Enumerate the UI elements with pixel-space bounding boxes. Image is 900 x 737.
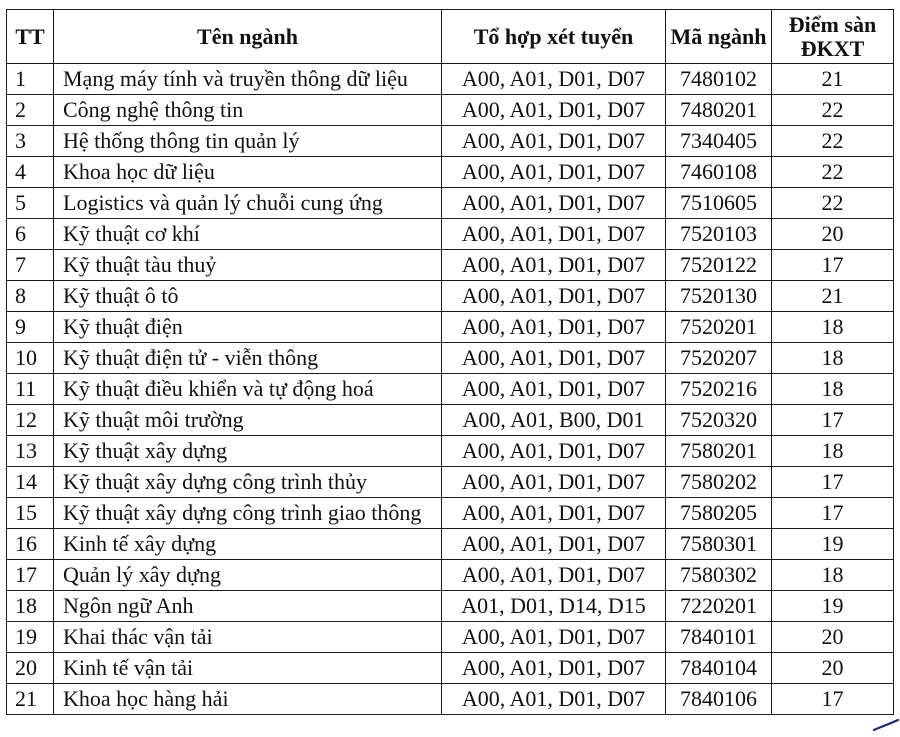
cell-major-code: 7580302: [666, 560, 772, 591]
cell-major-code: 7520130: [666, 281, 772, 312]
cell-major-name: Kinh tế vận tải: [54, 653, 442, 684]
cell-subject-combo: A00, A01, D01, D07: [442, 281, 666, 312]
table-row: [7, 250, 894, 281]
cell-major-name: Công nghệ thông tin: [54, 95, 442, 126]
cell-tt: 16: [7, 529, 54, 560]
table-row: [7, 126, 894, 157]
cell-subject-combo: A00, A01, D01, D07: [442, 529, 666, 560]
cell-major-name: Khai thác vận tải: [54, 622, 442, 653]
cell-tt: 10: [7, 343, 54, 374]
table-row: [7, 622, 894, 653]
cell-tt: 20: [7, 653, 54, 684]
cell-major-code: 7460108: [666, 157, 772, 188]
cell-subject-combo: A00, A01, D01, D07: [442, 157, 666, 188]
cell-subject-combo: A00, A01, D01, D07: [442, 467, 666, 498]
cell-subject-combo: A00, A01, D01, D07: [442, 64, 666, 95]
cell-tt: 15: [7, 498, 54, 529]
table-row: [7, 467, 894, 498]
cell-min-score: 18: [772, 374, 894, 405]
cell-tt: 21: [7, 684, 54, 715]
cell-major-code: 7520122: [666, 250, 772, 281]
header-code: Mã ngành: [666, 10, 772, 64]
table-row: [7, 95, 894, 126]
cell-major-code: 7520216: [666, 374, 772, 405]
header-row: [7, 10, 894, 64]
cell-major-name: Kỹ thuật xây dựng công trình giao thông: [54, 498, 442, 529]
cell-tt: 14: [7, 467, 54, 498]
cell-min-score: 21: [772, 281, 894, 312]
table-row: [7, 281, 894, 312]
cell-major-name: Hệ thống thông tin quản lý: [54, 126, 442, 157]
cell-tt: 6: [7, 219, 54, 250]
cell-tt: 18: [7, 591, 54, 622]
cell-min-score: 17: [772, 498, 894, 529]
cell-min-score: 22: [772, 126, 894, 157]
table-row: [7, 591, 894, 622]
cell-major-name: Quản lý xây dựng: [54, 560, 442, 591]
cell-major-name: Kỹ thuật tàu thuỷ: [54, 250, 442, 281]
table-row: [7, 405, 894, 436]
cell-subject-combo: A00, A01, D01, D07: [442, 219, 666, 250]
cell-min-score: 17: [772, 684, 894, 715]
cell-min-score: 17: [772, 405, 894, 436]
cell-major-code: 7520103: [666, 219, 772, 250]
cell-tt: 2: [7, 95, 54, 126]
cell-subject-combo: A00, A01, D01, D07: [442, 188, 666, 219]
cell-major-code: 7580301: [666, 529, 772, 560]
header-score-line1: Điểm sàn: [788, 12, 877, 38]
cell-major-code: 7520201: [666, 312, 772, 343]
cell-tt: 3: [7, 126, 54, 157]
cell-major-name: Kỹ thuật điều khiển và tự động hoá: [54, 374, 442, 405]
cell-major-code: 7580201: [666, 436, 772, 467]
cell-subject-combo: A00, A01, D01, D07: [442, 653, 666, 684]
cell-major-code: 7520207: [666, 343, 772, 374]
cell-major-code: 7480201: [666, 95, 772, 126]
cell-subject-combo: A00, A01, D01, D07: [442, 126, 666, 157]
cell-major-name: Kỹ thuật ô tô: [54, 281, 442, 312]
cell-tt: 7: [7, 250, 54, 281]
cell-min-score: 18: [772, 343, 894, 374]
admission-score-table: [6, 9, 894, 715]
cell-tt: 12: [7, 405, 54, 436]
table-row: [7, 64, 894, 95]
cell-tt: 4: [7, 157, 54, 188]
cell-subject-combo: A00, A01, D01, D07: [442, 312, 666, 343]
table-row: [7, 374, 894, 405]
cell-subject-combo: A00, A01, D01, D07: [442, 498, 666, 529]
cell-major-code: 7840101: [666, 622, 772, 653]
cell-subject-combo: A00, A01, D01, D07: [442, 684, 666, 715]
cell-major-code: 7220201: [666, 591, 772, 622]
cell-subject-combo: A00, A01, D01, D07: [442, 343, 666, 374]
cell-tt: 17: [7, 560, 54, 591]
cell-min-score: 17: [772, 250, 894, 281]
cell-major-code: 7840104: [666, 653, 772, 684]
header-score: [772, 10, 894, 64]
cell-tt: 11: [7, 374, 54, 405]
cell-major-name: Kỹ thuật cơ khí: [54, 219, 442, 250]
table-row: [7, 498, 894, 529]
header-name: Tên ngành: [54, 10, 442, 64]
cell-min-score: 17: [772, 467, 894, 498]
cell-major-name: Kinh tế xây dựng: [54, 529, 442, 560]
table-row: [7, 157, 894, 188]
cell-major-name: Logistics và quản lý chuỗi cung ứng: [54, 188, 442, 219]
cell-tt: 5: [7, 188, 54, 219]
cell-major-name: Kỹ thuật xây dựng công trình thủy: [54, 467, 442, 498]
cell-min-score: 20: [772, 653, 894, 684]
cell-subject-combo: A00, A01, D01, D07: [442, 95, 666, 126]
cell-tt: 9: [7, 312, 54, 343]
cell-subject-combo: A00, A01, D01, D07: [442, 436, 666, 467]
header-tt: TT: [7, 10, 54, 64]
cell-major-name: Kỹ thuật điện: [54, 312, 442, 343]
table-row: [7, 219, 894, 250]
cell-major-name: Khoa học hàng hải: [54, 684, 442, 715]
cell-major-code: 7480102: [666, 64, 772, 95]
table-row: [7, 188, 894, 219]
cell-subject-combo: A01, D01, D14, D15: [442, 591, 666, 622]
cell-major-name: Khoa học dữ liệu: [54, 157, 442, 188]
cell-tt: 8: [7, 281, 54, 312]
cell-min-score: 18: [772, 560, 894, 591]
table-row: [7, 684, 894, 715]
cell-min-score: 22: [772, 188, 894, 219]
cell-major-name: Kỹ thuật môi trường: [54, 405, 442, 436]
cell-major-code: 7510605: [666, 188, 772, 219]
cell-major-code: 7580205: [666, 498, 772, 529]
cell-min-score: 21: [772, 64, 894, 95]
cell-major-code: 7520320: [666, 405, 772, 436]
cell-min-score: 22: [772, 157, 894, 188]
cell-tt: 19: [7, 622, 54, 653]
cell-subject-combo: A00, A01, D01, D07: [442, 374, 666, 405]
cell-major-code: 7580202: [666, 467, 772, 498]
cell-subject-combo: A00, A01, D01, D07: [442, 250, 666, 281]
cell-tt: 1: [7, 64, 54, 95]
pen-mark-icon: [872, 719, 900, 731]
table-body: [7, 64, 894, 715]
table-row: [7, 436, 894, 467]
cell-subject-combo: A00, A01, D01, D07: [442, 560, 666, 591]
table-row: [7, 312, 894, 343]
cell-subject-combo: A00, A01, B00, D01: [442, 405, 666, 436]
table-row: [7, 343, 894, 374]
cell-min-score: 19: [772, 591, 894, 622]
cell-min-score: 20: [772, 622, 894, 653]
table-row: [7, 653, 894, 684]
cell-major-code: 7340405: [666, 126, 772, 157]
cell-min-score: 20: [772, 219, 894, 250]
cell-min-score: 22: [772, 95, 894, 126]
cell-major-name: Ngôn ngữ Anh: [54, 591, 442, 622]
header-score-line2: ĐKXT: [800, 35, 865, 61]
cell-min-score: 19: [772, 529, 894, 560]
cell-subject-combo: A00, A01, D01, D07: [442, 622, 666, 653]
cell-major-name: Kỹ thuật điện tử - viễn thông: [54, 343, 442, 374]
cell-min-score: 18: [772, 436, 894, 467]
cell-major-name: Kỹ thuật xây dựng: [54, 436, 442, 467]
cell-tt: 13: [7, 436, 54, 467]
header-combo: Tổ hợp xét tuyển: [442, 10, 666, 64]
table-row: [7, 560, 894, 591]
table-row: [7, 529, 894, 560]
cell-min-score: 18: [772, 312, 894, 343]
cell-major-name: Mạng máy tính và truyền thông dữ liệu: [54, 64, 442, 95]
cell-major-code: 7840106: [666, 684, 772, 715]
